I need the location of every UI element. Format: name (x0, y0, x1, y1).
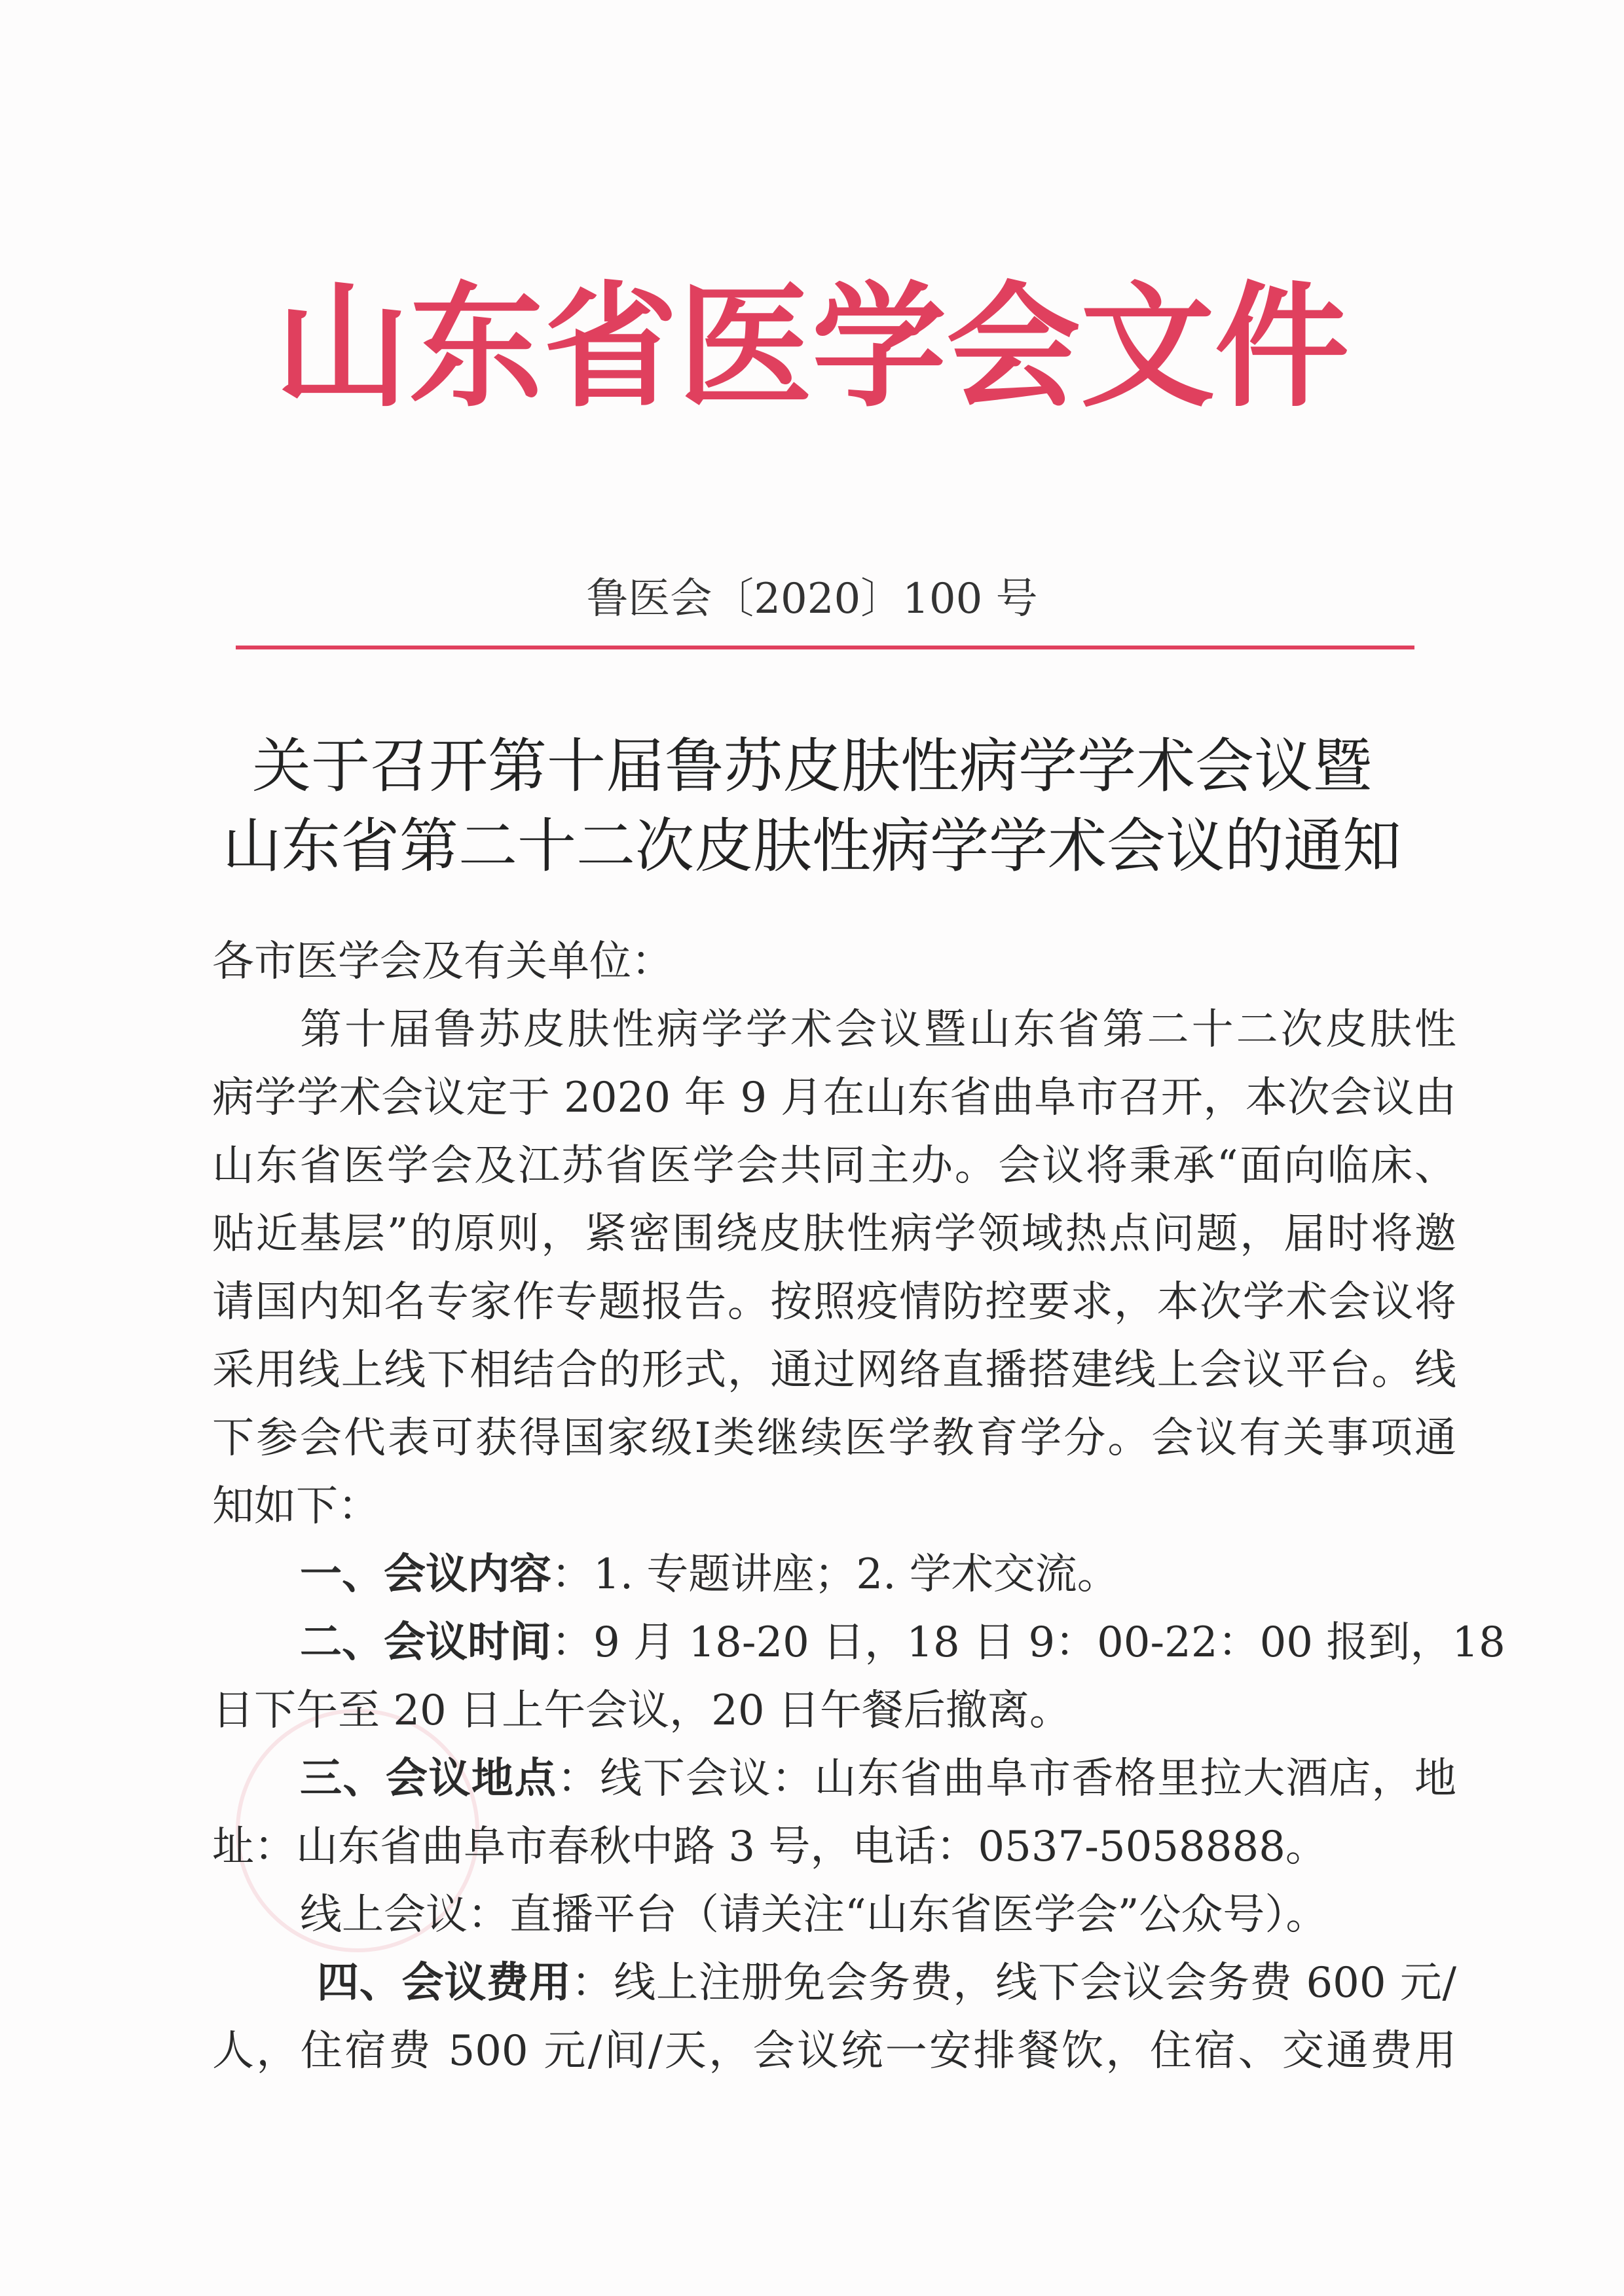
paragraph-line: 址：山东省曲阜市春秋中路 3 号，电话：0537-5058888。 (212, 1823, 1327, 1871)
red-divider (236, 646, 1414, 649)
section-text: ：1. 专题讲座；2. 学术交流。 (551, 1550, 1119, 1599)
document-body (212, 928, 1505, 2085)
section-text: ：线下会议：山东省曲阜市香格里拉大酒店，地 (557, 1755, 1457, 1803)
paragraph-line: 知如下： (212, 1482, 380, 1531)
paragraph-line: 病学学术会议定于 2020 年 9 月在山东省曲阜市召开，本次会议由 (212, 1074, 1456, 1122)
section-heading: 四、会议费用 (317, 1959, 572, 2007)
paragraph-line: 第十届鲁苏皮肤性病学学术会议暨山东省第二十二次皮肤性 (300, 1006, 1456, 1054)
paragraph-line: 下参会代表可获得国家级Ⅰ类继续医学教育学分。会议有关事项通 (212, 1414, 1456, 1463)
paragraph-line: 请国内知名专家作专题报告。按照疫情防控要求，本次学术会议将 (212, 1278, 1456, 1326)
title-line-2: 山东省第二十二次皮肤性病学学术会议的通知 (223, 812, 1401, 881)
section-text: ：线上注册免会务费，线下会议会务费 600 元/ (571, 1959, 1457, 2007)
section-text: ：9 月 18-20 日，18 日 9：00-22：00 报到，18 (551, 1618, 1505, 1667)
title-line-1: 关于召开第十届鲁苏皮肤性病学学术会议暨 (252, 732, 1372, 801)
section-heading: 三、会议地点 (300, 1755, 557, 1803)
paragraph-line: 贴近基层”的原则，紧密围绕皮肤性病学领域热点问题，届时将邀 (212, 1210, 1456, 1258)
paragraph-line: 人，住宿费 500 元/间/天，会议统一安排餐饮，住宿、交通费用 (212, 2027, 1456, 2075)
document-title (196, 727, 1428, 886)
section-venue (212, 1745, 1456, 1813)
document-number: 鲁医会〔2020〕100 号 (586, 575, 1038, 623)
section-content (212, 1540, 1456, 1609)
section-heading: 一、会议内容 (300, 1550, 551, 1599)
paragraph-line: 日下午至 20 日上午会议，20 日午餐后撤离。 (212, 1686, 1071, 1735)
paragraph-line: 线上会议：直播平台（请关注“山东省医学会”公众号）。 (300, 1891, 1328, 1939)
paragraph-line: 山东省医学会及江苏省医学会共同主办。会议将秉承“面向临床、 (212, 1142, 1456, 1190)
section-time (212, 1609, 1505, 1677)
section-fees (212, 1949, 1456, 2017)
section-heading: 二、会议时间 (300, 1618, 551, 1667)
document-masthead: 山东省医学会文件 (275, 268, 1349, 426)
salutation: 各市医学会及有关单位： (212, 938, 673, 986)
paragraph-line: 采用线上线下相结合的形式，通过网络直播搭建线上会议平台。线 (212, 1346, 1456, 1394)
